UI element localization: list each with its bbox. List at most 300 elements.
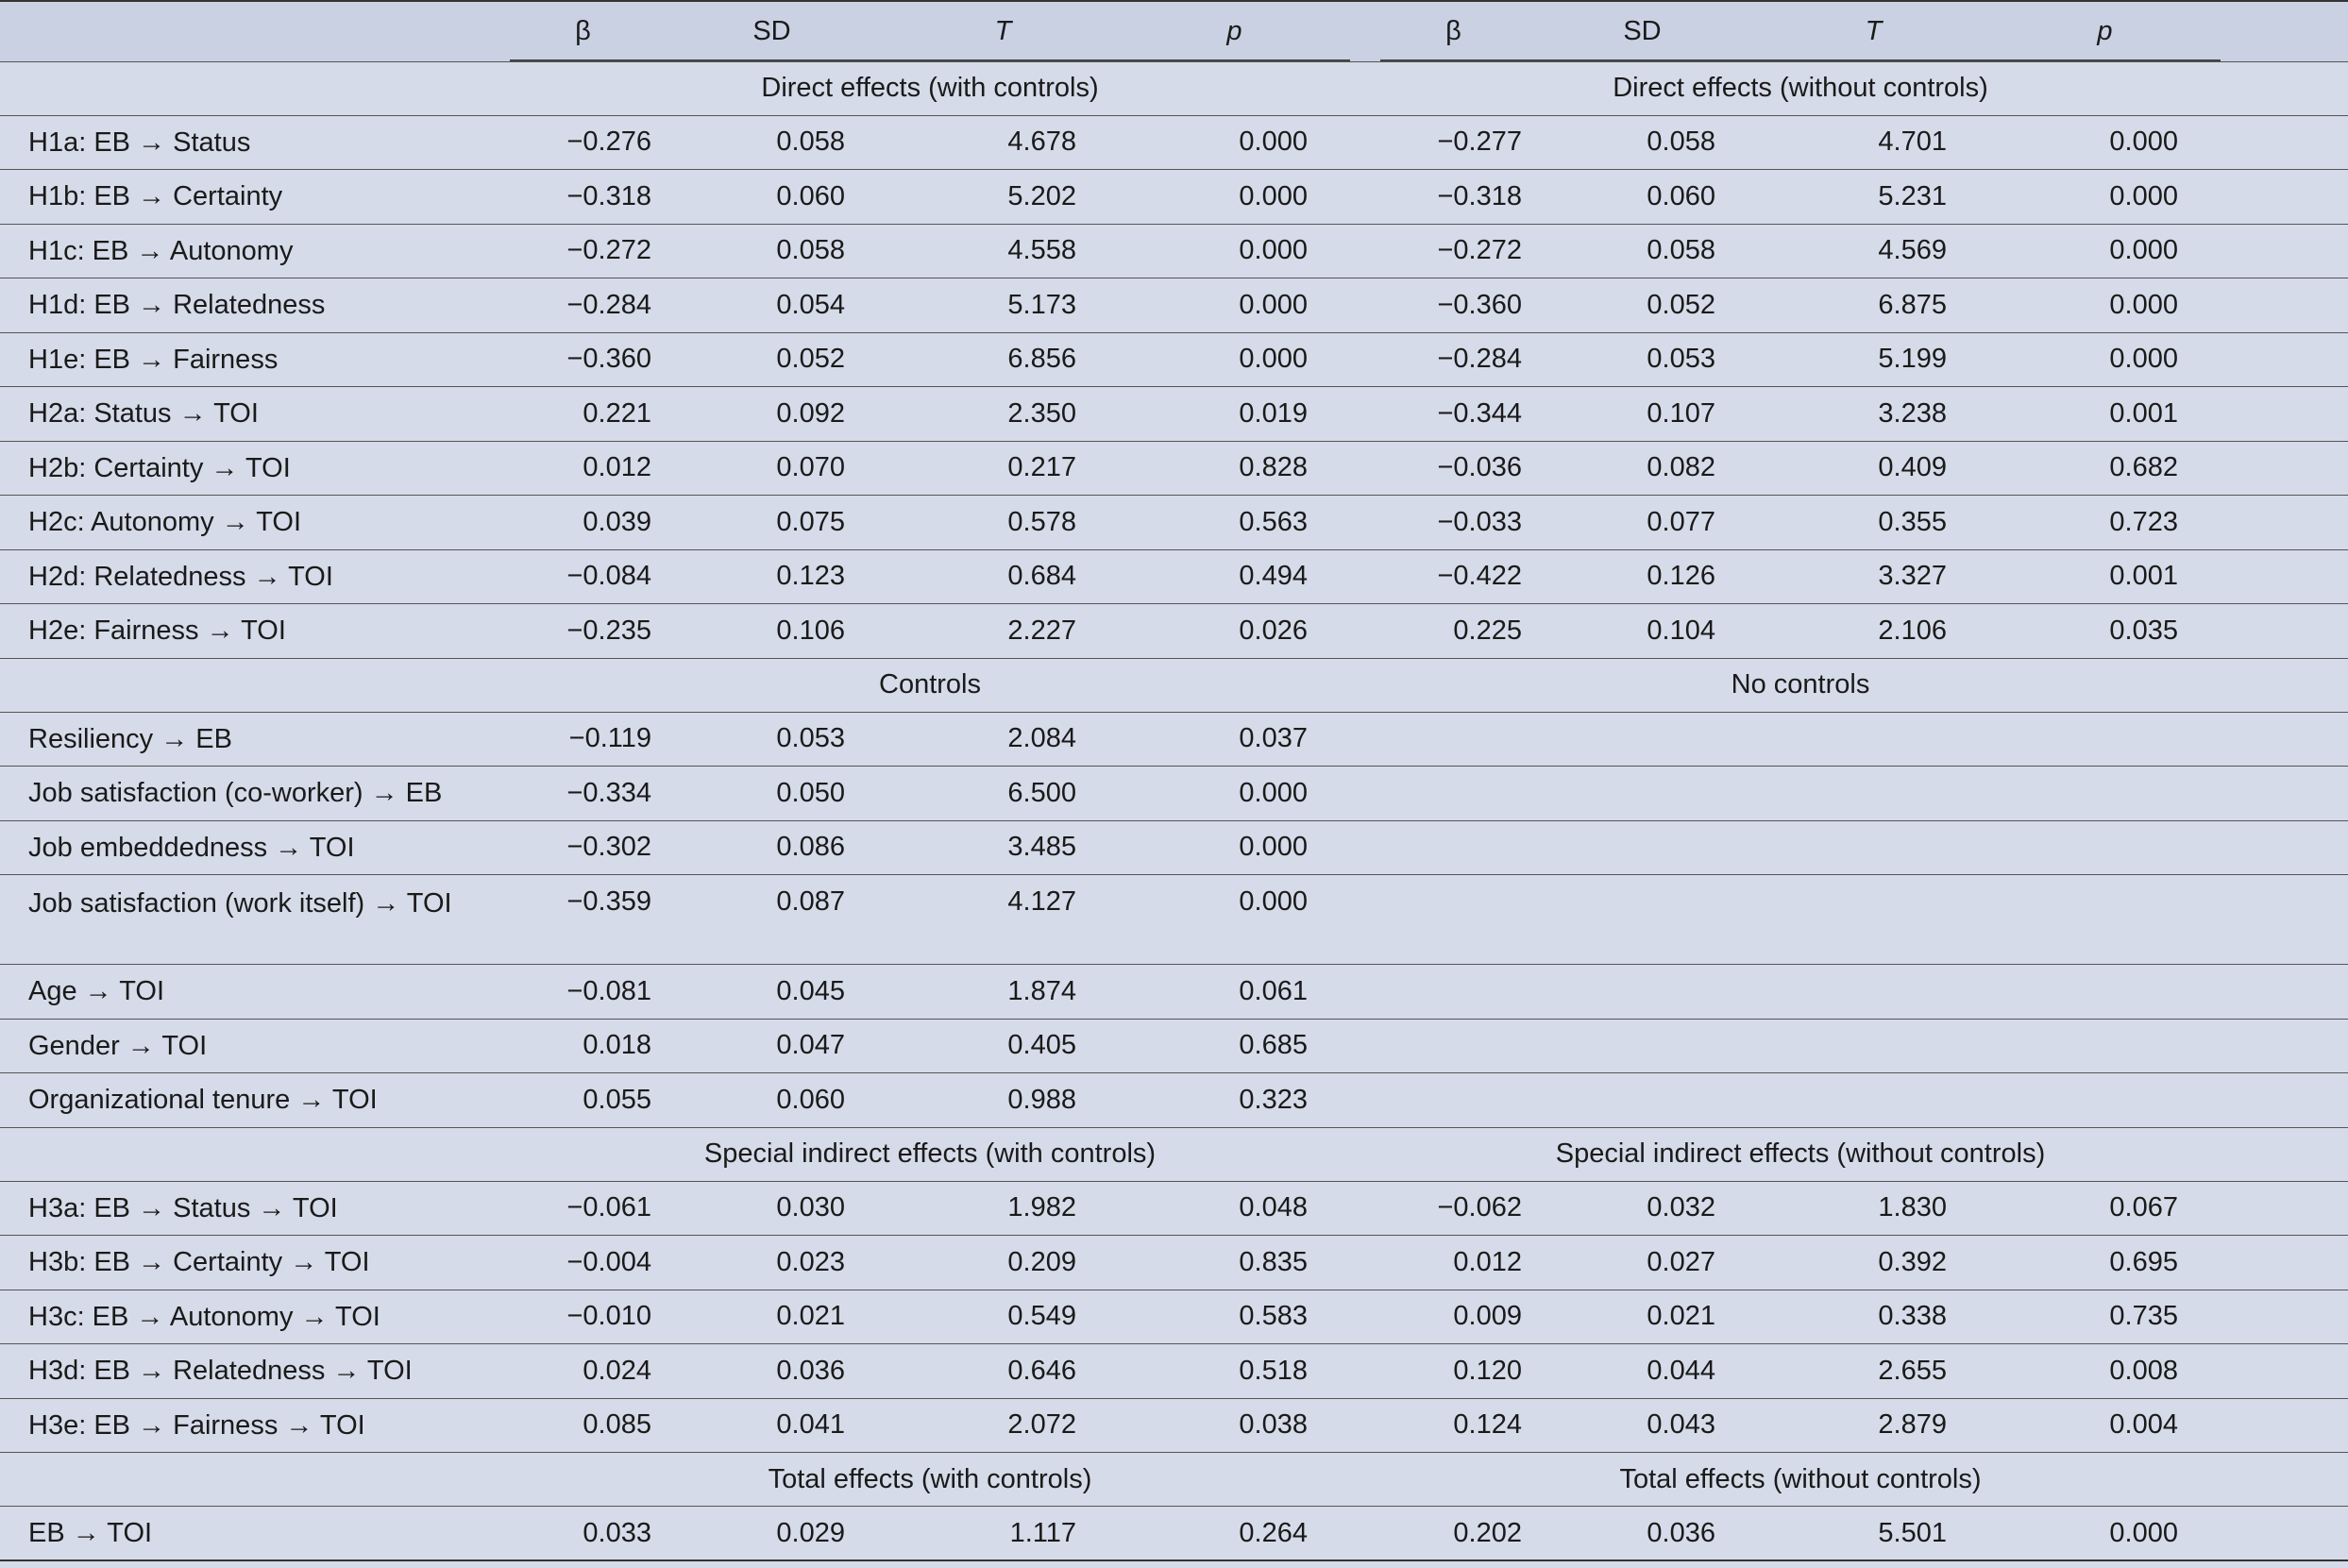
cell-gap <box>1350 1019 1380 1073</box>
table-row <box>0 332 2348 387</box>
cell-gap <box>1350 767 1380 821</box>
cell-gap <box>1350 1236 1380 1290</box>
cell-p-left: 0.000 <box>1119 278 1350 333</box>
cell-beta-right: −0.033 <box>1380 496 1527 550</box>
cell-t-right <box>1758 965 1989 1020</box>
cell-p-right: 0.001 <box>1989 549 2221 604</box>
header-t-right: T <box>1758 1 1989 61</box>
row-label: H3d: EB → Relatedness → TOI <box>0 1344 510 1399</box>
table-row <box>0 224 2348 278</box>
cell-pad <box>2221 820 2348 875</box>
cell-p-right: 0.682 <box>1989 441 2221 496</box>
cell-t-left: 3.485 <box>887 820 1119 875</box>
table-row <box>0 1019 2348 1073</box>
cell-sd-left: 0.123 <box>656 549 887 604</box>
cell-p-left: 0.019 <box>1119 387 1350 442</box>
cell-beta-right: 0.120 <box>1380 1344 1527 1399</box>
cell-t-right: 4.701 <box>1758 115 1989 170</box>
cell-sd-right: 0.027 <box>1527 1236 1758 1290</box>
cell-t-right: 2.879 <box>1758 1398 1989 1453</box>
cell-beta-left: 0.024 <box>510 1344 656 1399</box>
cell-beta-right: −0.272 <box>1380 224 1527 278</box>
cell-pad <box>2221 496 2348 550</box>
cell-t-right: 5.199 <box>1758 332 1989 387</box>
cell-t-right: 3.238 <box>1758 387 1989 442</box>
cell-gap <box>1350 387 1380 442</box>
cell-sd-left: 0.052 <box>656 332 887 387</box>
cell-t-right <box>1758 712 1989 767</box>
cell-gap <box>1350 820 1380 875</box>
cell-t-left: 2.084 <box>887 712 1119 767</box>
row-label: H3b: EB → Certainty → TOI <box>0 1236 510 1290</box>
header-sd-right: SD <box>1527 1 1758 61</box>
cell-sd-left: 0.023 <box>656 1236 887 1290</box>
cell-sd-left: 0.092 <box>656 387 887 442</box>
cell-beta-right: −0.277 <box>1380 115 1527 170</box>
cell-p-right <box>1989 820 2221 875</box>
cell-sd-left: 0.047 <box>656 1019 887 1073</box>
cell-p-left: 0.037 <box>1119 712 1350 767</box>
cell-t-right: 6.875 <box>1758 278 1989 333</box>
cell-beta-right: −0.360 <box>1380 278 1527 333</box>
cell-sd-left: 0.041 <box>656 1398 887 1453</box>
row-label: H1a: EB → Status <box>0 115 510 170</box>
cell-p-right <box>1989 712 2221 767</box>
cell-t-right: 5.501 <box>1758 1507 1989 1561</box>
cell-beta-left: 0.012 <box>510 441 656 496</box>
section-blank <box>0 1453 510 1507</box>
cell-gap <box>1350 1181 1380 1236</box>
cell-p-right: 0.035 <box>1989 604 2221 659</box>
column-header-row <box>0 1 2348 61</box>
cell-gap <box>1350 170 1380 225</box>
cell-sd-right: 0.082 <box>1527 441 1758 496</box>
cell-sd-left: 0.053 <box>656 712 887 767</box>
cell-t-right <box>1758 1073 1989 1128</box>
row-label: Gender → TOI <box>0 1019 510 1073</box>
cell-beta-left: 0.033 <box>510 1507 656 1561</box>
cell-sd-right: 0.021 <box>1527 1290 1758 1344</box>
row-label: H3c: EB → Autonomy → TOI <box>0 1290 510 1344</box>
cell-t-right <box>1758 767 1989 821</box>
row-label: H3e: EB → Fairness → TOI <box>0 1398 510 1453</box>
cell-p-left: 0.038 <box>1119 1398 1350 1453</box>
row-label: H1d: EB → Relatedness <box>0 278 510 333</box>
cell-sd-right <box>1527 1073 1758 1128</box>
section-title-right: Direct effects (without controls) <box>1380 61 2221 115</box>
cell-t-left: 4.678 <box>887 115 1119 170</box>
cell-t-right: 0.392 <box>1758 1236 1989 1290</box>
cell-pad <box>2221 332 2348 387</box>
cell-sd-left: 0.106 <box>656 604 887 659</box>
cell-beta-right <box>1380 767 1527 821</box>
header-pad <box>2221 1 2348 61</box>
section-gap <box>1350 1127 1380 1181</box>
cell-sd-left: 0.058 <box>656 224 887 278</box>
cell-beta-left: −0.272 <box>510 224 656 278</box>
cell-p-left: 0.583 <box>1119 1290 1350 1344</box>
cell-sd-left: 0.060 <box>656 1073 887 1128</box>
cell-p-left: 0.563 <box>1119 496 1350 550</box>
cell-sd-right: 0.060 <box>1527 170 1758 225</box>
cell-t-right <box>1758 875 1989 965</box>
section-pad <box>2221 61 2348 115</box>
cell-t-right: 0.409 <box>1758 441 1989 496</box>
cell-p-left: 0.000 <box>1119 115 1350 170</box>
cell-beta-left: 0.039 <box>510 496 656 550</box>
cell-pad <box>2221 1181 2348 1236</box>
cell-p-right: 0.008 <box>1989 1344 2221 1399</box>
cell-gap <box>1350 1507 1380 1561</box>
table-row <box>0 875 2348 965</box>
cell-p-right: 0.000 <box>1989 278 2221 333</box>
cell-t-left: 4.558 <box>887 224 1119 278</box>
cell-pad <box>2221 712 2348 767</box>
cell-p-right <box>1989 965 2221 1020</box>
cell-sd-right <box>1527 820 1758 875</box>
cell-t-right: 4.569 <box>1758 224 1989 278</box>
cell-gap <box>1350 441 1380 496</box>
cell-sd-right: 0.077 <box>1527 496 1758 550</box>
cell-beta-left: −0.276 <box>510 115 656 170</box>
cell-t-left: 0.217 <box>887 441 1119 496</box>
cell-beta-right: 0.225 <box>1380 604 1527 659</box>
cell-t-left: 1.117 <box>887 1507 1119 1561</box>
cell-p-left: 0.000 <box>1119 767 1350 821</box>
cell-p-right: 0.000 <box>1989 115 2221 170</box>
section-gap <box>1350 1453 1380 1507</box>
cell-sd-right: 0.032 <box>1527 1181 1758 1236</box>
header-t-left: T <box>887 1 1119 61</box>
table-row <box>0 1073 2348 1128</box>
cell-pad <box>2221 170 2348 225</box>
section-title-left: Special indirect effects (with controls) <box>510 1127 1350 1181</box>
row-label: H3a: EB → Status → TOI <box>0 1181 510 1236</box>
cell-beta-right: −0.318 <box>1380 170 1527 225</box>
cell-beta-left: −0.302 <box>510 820 656 875</box>
cell-gap <box>1350 875 1380 965</box>
cell-beta-right: 0.009 <box>1380 1290 1527 1344</box>
cell-sd-left: 0.054 <box>656 278 887 333</box>
section-gap <box>1350 61 1380 115</box>
cell-p-left: 0.026 <box>1119 604 1350 659</box>
cell-sd-right: 0.043 <box>1527 1398 1758 1453</box>
cell-beta-right <box>1380 820 1527 875</box>
row-label: H1e: EB → Fairness <box>0 332 510 387</box>
cell-pad <box>2221 1073 2348 1128</box>
section-header-row <box>0 1127 2348 1181</box>
cell-t-left: 5.173 <box>887 278 1119 333</box>
cell-t-left: 0.578 <box>887 496 1119 550</box>
cell-sd-left: 0.070 <box>656 441 887 496</box>
cell-beta-left: −0.359 <box>510 875 656 965</box>
cell-gap <box>1350 496 1380 550</box>
header-beta-left: β <box>510 1 656 61</box>
cell-gap <box>1350 332 1380 387</box>
cell-t-right <box>1758 820 1989 875</box>
cell-t-left: 0.684 <box>887 549 1119 604</box>
section-title-left: Direct effects (with controls) <box>510 61 1350 115</box>
cell-beta-left: −0.119 <box>510 712 656 767</box>
cell-pad <box>2221 1398 2348 1453</box>
cell-sd-right: 0.052 <box>1527 278 1758 333</box>
cell-p-right: 0.000 <box>1989 224 2221 278</box>
row-label: Age → TOI <box>0 965 510 1020</box>
cell-beta-right <box>1380 875 1527 965</box>
cell-sd-right <box>1527 1019 1758 1073</box>
cell-t-left: 6.856 <box>887 332 1119 387</box>
cell-gap <box>1350 278 1380 333</box>
table-row <box>0 549 2348 604</box>
section-title-right: No controls <box>1380 658 2221 712</box>
cell-pad <box>2221 1290 2348 1344</box>
row-label: H2c: Autonomy → TOI <box>0 496 510 550</box>
cell-sd-left: 0.030 <box>656 1181 887 1236</box>
cell-p-right: 0.735 <box>1989 1290 2221 1344</box>
table-row <box>0 1398 2348 1453</box>
cell-beta-left: 0.221 <box>510 387 656 442</box>
cell-beta-right: −0.062 <box>1380 1181 1527 1236</box>
cell-pad <box>2221 1344 2348 1399</box>
cell-beta-left: −0.235 <box>510 604 656 659</box>
section-blank <box>0 658 510 712</box>
cell-sd-left: 0.075 <box>656 496 887 550</box>
table-row <box>0 712 2348 767</box>
cell-beta-right: −0.284 <box>1380 332 1527 387</box>
header-p-right: p <box>1989 1 2221 61</box>
cell-gap <box>1350 549 1380 604</box>
cell-pad <box>2221 1236 2348 1290</box>
cell-beta-right: −0.422 <box>1380 549 1527 604</box>
cell-gap <box>1350 1344 1380 1399</box>
cell-sd-right: 0.104 <box>1527 604 1758 659</box>
row-label: H1c: EB → Autonomy <box>0 224 510 278</box>
cell-t-left: 0.646 <box>887 1344 1119 1399</box>
cell-sd-left: 0.029 <box>656 1507 887 1561</box>
cell-pad <box>2221 224 2348 278</box>
cell-p-left: 0.494 <box>1119 549 1350 604</box>
cell-pad <box>2221 767 2348 821</box>
row-label: H2a: Status → TOI <box>0 387 510 442</box>
row-label: Job satisfaction (work itself) → TOI <box>0 875 510 965</box>
cell-t-left: 1.982 <box>887 1181 1119 1236</box>
cell-p-left: 0.323 <box>1119 1073 1350 1128</box>
cell-beta-right: −0.036 <box>1380 441 1527 496</box>
cell-pad <box>2221 549 2348 604</box>
cell-sd-left: 0.086 <box>656 820 887 875</box>
cell-t-right: 3.327 <box>1758 549 1989 604</box>
cell-beta-right <box>1380 1019 1527 1073</box>
table-row <box>0 1181 2348 1236</box>
cell-beta-right <box>1380 1073 1527 1128</box>
cell-t-right: 1.830 <box>1758 1181 1989 1236</box>
cell-sd-right: 0.044 <box>1527 1344 1758 1399</box>
cell-t-left: 1.874 <box>887 965 1119 1020</box>
table-row <box>0 604 2348 659</box>
section-header-row <box>0 1453 2348 1507</box>
cell-pad <box>2221 441 2348 496</box>
cell-pad <box>2221 965 2348 1020</box>
cell-sd-left: 0.060 <box>656 170 887 225</box>
cell-t-left: 0.988 <box>887 1073 1119 1128</box>
cell-beta-right <box>1380 965 1527 1020</box>
cell-p-left: 0.518 <box>1119 1344 1350 1399</box>
table-row <box>0 1290 2348 1344</box>
section-title-right: Total effects (without controls) <box>1380 1453 2221 1507</box>
cell-beta-right: −0.344 <box>1380 387 1527 442</box>
cell-beta-left: 0.055 <box>510 1073 656 1128</box>
cell-beta-left: 0.018 <box>510 1019 656 1073</box>
cell-p-right <box>1989 1019 2221 1073</box>
cell-sd-left: 0.087 <box>656 875 887 965</box>
header-blank <box>0 1 510 61</box>
cell-sd-left: 0.050 <box>656 767 887 821</box>
cell-beta-right: 0.012 <box>1380 1236 1527 1290</box>
cell-beta-left: −0.084 <box>510 549 656 604</box>
cell-beta-left: −0.010 <box>510 1290 656 1344</box>
cell-sd-right: 0.107 <box>1527 387 1758 442</box>
cell-p-right <box>1989 875 2221 965</box>
cell-beta-left: −0.284 <box>510 278 656 333</box>
table-row <box>0 496 2348 550</box>
cell-p-left: 0.264 <box>1119 1507 1350 1561</box>
table-row <box>0 441 2348 496</box>
header-sd-left: SD <box>656 1 887 61</box>
cell-t-right: 2.106 <box>1758 604 1989 659</box>
cell-t-left: 2.072 <box>887 1398 1119 1453</box>
row-label: EB → TOI <box>0 1507 510 1561</box>
table-row <box>0 767 2348 821</box>
cell-p-left: 0.000 <box>1119 820 1350 875</box>
cell-sd-left: 0.045 <box>656 965 887 1020</box>
cell-sd-right <box>1527 875 1758 965</box>
row-label: Job embeddedness → TOI <box>0 820 510 875</box>
cell-p-left: 0.048 <box>1119 1181 1350 1236</box>
section-title-right: Special indirect effects (without controls) <box>1380 1127 2221 1181</box>
row-label: Job satisfaction (co-worker) → EB <box>0 767 510 821</box>
section-pad <box>2221 1127 2348 1181</box>
section-header-row <box>0 61 2348 115</box>
cell-t-left: 6.500 <box>887 767 1119 821</box>
section-title-left: Total effects (with controls) <box>510 1453 1350 1507</box>
cell-t-left: 0.405 <box>887 1019 1119 1073</box>
cell-p-right <box>1989 767 2221 821</box>
cell-beta-left: −0.004 <box>510 1236 656 1290</box>
cell-beta-right: 0.124 <box>1380 1398 1527 1453</box>
table-row <box>0 387 2348 442</box>
cell-p-right: 0.000 <box>1989 332 2221 387</box>
row-label: H2e: Fairness → TOI <box>0 604 510 659</box>
cell-p-right: 0.695 <box>1989 1236 2221 1290</box>
section-blank <box>0 61 510 115</box>
cell-gap <box>1350 1398 1380 1453</box>
section-title-left: Controls <box>510 658 1350 712</box>
cell-beta-left: 0.085 <box>510 1398 656 1453</box>
table-row <box>0 278 2348 333</box>
cell-t-right: 0.338 <box>1758 1290 1989 1344</box>
cell-p-left: 0.000 <box>1119 332 1350 387</box>
cell-p-left: 0.000 <box>1119 170 1350 225</box>
cell-p-right: 0.001 <box>1989 387 2221 442</box>
cell-p-left: 0.000 <box>1119 224 1350 278</box>
cell-gap <box>1350 224 1380 278</box>
cell-t-left: 0.549 <box>887 1290 1119 1344</box>
row-label: Organizational tenure → TOI <box>0 1073 510 1128</box>
cell-pad <box>2221 387 2348 442</box>
cell-t-left: 2.350 <box>887 387 1119 442</box>
table-row <box>0 115 2348 170</box>
row-label: Resiliency → EB <box>0 712 510 767</box>
cell-sd-right <box>1527 712 1758 767</box>
cell-beta-left: −0.360 <box>510 332 656 387</box>
section-pad <box>2221 658 2348 712</box>
section-gap <box>1350 658 1380 712</box>
cell-sd-right: 0.126 <box>1527 549 1758 604</box>
cell-t-left: 5.202 <box>887 170 1119 225</box>
table-row <box>0 1236 2348 1290</box>
header-beta-right: β <box>1380 1 1527 61</box>
cell-gap <box>1350 604 1380 659</box>
cell-t-right <box>1758 1019 1989 1073</box>
table-row <box>0 1344 2348 1399</box>
cell-t-left: 0.209 <box>887 1236 1119 1290</box>
row-label: H2b: Certainty → TOI <box>0 441 510 496</box>
cell-sd-right: 0.053 <box>1527 332 1758 387</box>
cell-gap <box>1350 1290 1380 1344</box>
cell-p-right: 0.067 <box>1989 1181 2221 1236</box>
cell-sd-right: 0.058 <box>1527 224 1758 278</box>
cell-sd-right: 0.058 <box>1527 115 1758 170</box>
cell-p-right: 0.004 <box>1989 1398 2221 1453</box>
cell-pad <box>2221 604 2348 659</box>
cell-t-right: 2.655 <box>1758 1344 1989 1399</box>
cell-p-left: 0.061 <box>1119 965 1350 1020</box>
cell-pad <box>2221 278 2348 333</box>
cell-t-left: 2.227 <box>887 604 1119 659</box>
cell-gap <box>1350 115 1380 170</box>
cell-beta-left: −0.334 <box>510 767 656 821</box>
cell-p-left: 0.835 <box>1119 1236 1350 1290</box>
section-blank <box>0 1127 510 1181</box>
cell-beta-left: −0.318 <box>510 170 656 225</box>
cell-pad <box>2221 875 2348 965</box>
cell-gap <box>1350 965 1380 1020</box>
cell-t-right: 5.231 <box>1758 170 1989 225</box>
cell-beta-right <box>1380 712 1527 767</box>
cell-p-right <box>1989 1073 2221 1128</box>
cell-sd-right: 0.036 <box>1527 1507 1758 1561</box>
header-p-left: p <box>1119 1 1350 61</box>
row-label: H1b: EB → Certainty <box>0 170 510 225</box>
cell-pad <box>2221 115 2348 170</box>
row-label: H2d: Relatedness → TOI <box>0 549 510 604</box>
table-row <box>0 170 2348 225</box>
table-row <box>0 965 2348 1020</box>
header-gap <box>1350 1 1380 61</box>
cell-pad <box>2221 1507 2348 1561</box>
cell-sd-left: 0.036 <box>656 1344 887 1399</box>
cell-beta-right: 0.202 <box>1380 1507 1527 1561</box>
cell-sd-left: 0.058 <box>656 115 887 170</box>
cell-t-right: 0.355 <box>1758 496 1989 550</box>
cell-p-right: 0.000 <box>1989 170 2221 225</box>
table-row <box>0 820 2348 875</box>
cell-p-left: 0.828 <box>1119 441 1350 496</box>
cell-sd-left: 0.021 <box>656 1290 887 1344</box>
cell-p-right: 0.723 <box>1989 496 2221 550</box>
cell-p-left: 0.685 <box>1119 1019 1350 1073</box>
cell-p-right: 0.000 <box>1989 1507 2221 1561</box>
